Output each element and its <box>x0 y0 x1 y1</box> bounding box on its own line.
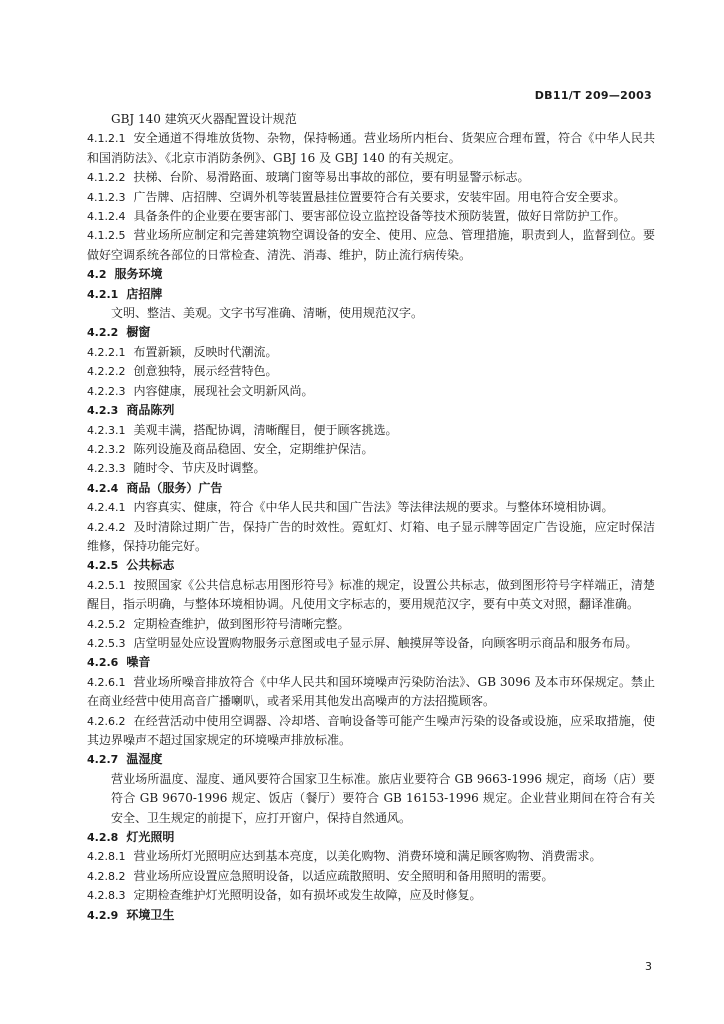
clause-item <box>87 576 655 615</box>
clause-item <box>87 459 655 478</box>
clause-text: 及时清除过期广告，保持广告的时效性。霓虹灯、灯箱、电子显示牌等固定广告设施，应定时保洁维修，保持功能完好。 <box>87 519 655 553</box>
clause-item <box>87 518 655 557</box>
clause-text: 扶梯、台阶、易滑路面、玻璃门窗等易出事故的部位，要有明显警示标志。 <box>133 170 530 185</box>
heading-number: 4.2 <box>87 268 107 282</box>
clause-text: 按照国家《公共信息标志用图形符号》标准的规定，设置公共标志，做到图形符号字样端正，清楚醒目，指示明确，与整体环境相协调。凡使用文字标志的，要用规范汉字，要有中英文对照，翻译准确。 <box>87 577 655 612</box>
heading-number: 4.2.4 <box>87 481 119 495</box>
clause-text: 营业场所噪音排放符合《中华人民共和国环境噪声污染防治法》、GB 3096 及本市环保规定。禁止在商业经营中使用高音广播喇叭，或者采用其他发出高噪声的方法招揽顾客。 <box>87 674 655 709</box>
clause-number: 4.2.5.2 <box>87 617 126 631</box>
heading-number: 4.2.5 <box>87 559 119 573</box>
clause-text: 店堂明显处应设置购物服务示意图或电子显示屏、触摸屏等设备，向顾客明示商品和服务布局。 <box>133 635 638 650</box>
heading-number: 4.2.1 <box>87 287 119 301</box>
clause-number: 4.1.2.2 <box>87 171 126 185</box>
reference-text: GBJ 140 建筑灭火器配置设计规范 <box>111 112 297 126</box>
clause-number: 4.2.4.1 <box>87 501 126 515</box>
clause-text: 定期检查维护，做到图形符号清晰完整。 <box>133 616 350 631</box>
clause-item <box>87 421 655 440</box>
clause-item <box>87 712 655 751</box>
document-code-header: DB11/T 209—2003 <box>534 89 652 102</box>
clause-item <box>87 129 655 168</box>
clause-item <box>87 867 655 886</box>
heading-title: 店招牌 <box>126 286 163 301</box>
clause-item <box>87 634 655 653</box>
heading-number: 4.2.9 <box>87 908 119 922</box>
subsection-heading <box>87 653 655 672</box>
clause-text: 创意独特，展示经营特色。 <box>133 364 278 379</box>
heading-title: 橱窗 <box>126 325 151 340</box>
heading-title: 商品陈列 <box>126 403 175 418</box>
heading-title: 服务环境 <box>114 267 163 282</box>
subsection-heading <box>87 479 655 498</box>
clause-number: 4.1.2.1 <box>87 132 126 146</box>
clause-number: 4.2.8.1 <box>87 850 126 864</box>
clause-text: 营业场所应制定和完善建筑物空调设备的安全、使用、应急、管理措施，职责到人，监督到位。要做好空调系统各部位的日常检查、清洗、消毒、维护，防止流行病传染。 <box>87 228 655 262</box>
clause-number: 4.2.5.1 <box>87 578 126 592</box>
page-number: 3 <box>645 960 652 973</box>
clause-text: 随时令、节庆及时调整。 <box>133 461 266 476</box>
body-paragraph <box>87 770 655 828</box>
paragraph-text: 文明、整洁、美观。文字书写准确、清晰，使用规范汉字。 <box>111 306 424 321</box>
clause-text: 营业场所灯光照明应达到基本亮度，以美化购物、消费环境和满足顾客购物、消费需求。 <box>133 849 602 864</box>
heading-number: 4.2.8 <box>87 831 119 845</box>
clause-text: 内容健康，展现社会文明新风尚。 <box>133 383 314 398</box>
clause-text: 定期检查维护灯光照明设备，如有损坏或发生故障，应及时修复。 <box>133 888 482 903</box>
clause-number: 4.1.2.3 <box>87 190 126 204</box>
subsection-heading <box>87 828 655 847</box>
clause-item <box>87 207 655 226</box>
heading-number: 4.2.6 <box>87 656 119 670</box>
clause-number: 4.2.3.2 <box>87 442 126 456</box>
clause-number: 4.2.3.1 <box>87 423 126 437</box>
subsection-heading <box>87 906 655 925</box>
body-paragraph <box>87 304 655 323</box>
section-heading <box>87 265 655 284</box>
heading-title: 温湿度 <box>126 752 163 767</box>
clause-number: 4.2.6.2 <box>87 714 126 728</box>
clause-item <box>87 343 655 362</box>
clause-text: 具备条件的企业要在要害部门、要害部位设立监控设备等技术预防装置，做好日常防护工作。 <box>133 209 626 224</box>
heading-title: 噪音 <box>126 655 151 670</box>
clause-number: 4.2.6.1 <box>87 675 126 689</box>
clause-number: 4.1.2.4 <box>87 210 126 224</box>
clause-number: 4.1.2.5 <box>87 229 126 243</box>
clause-item <box>87 673 655 712</box>
heading-number: 4.2.2 <box>87 326 119 340</box>
clause-item <box>87 615 655 634</box>
clause-text: 陈列设施及商品稳固、安全，定期维护保洁。 <box>133 441 374 456</box>
clause-number: 4.2.2.3 <box>87 384 126 398</box>
subsection-heading <box>87 401 655 420</box>
clause-number: 4.2.8.2 <box>87 869 126 883</box>
subsection-heading <box>87 750 655 769</box>
heading-number: 4.2.7 <box>87 753 119 767</box>
clause-text: 在经营活动中使用空调器、冷却塔、音响设备等可能产生噪声污染的设备或设施，应采取措施，使其边界噪声不超过国家规定的环境噪声排放标准。 <box>87 713 655 747</box>
clause-text: 营业场所应设置应急照明设备，以适应疏散照明、安全照明和备用照明的需要。 <box>133 868 554 883</box>
clause-item <box>87 382 655 401</box>
subsection-heading <box>87 285 655 304</box>
document-body <box>87 110 655 925</box>
clause-item <box>87 188 655 207</box>
clause-number: 4.2.3.3 <box>87 462 126 476</box>
heading-title: 商品（服务）广告 <box>126 480 223 495</box>
clause-number: 4.2.2.2 <box>87 365 126 379</box>
heading-title: 环境卫生 <box>126 907 175 922</box>
clause-text: 美观丰满，搭配协调，清晰醒目，便于顾客挑选。 <box>133 422 398 437</box>
clause-number: 4.2.8.3 <box>87 889 126 903</box>
clause-item <box>87 362 655 381</box>
clause-text: 广告牌、店招牌、空调外机等装置悬挂位置要符合有关要求，安装牢固。用电符合安全要求。 <box>133 189 626 204</box>
heading-title: 灯光照明 <box>126 830 175 845</box>
heading-title: 公共标志 <box>126 558 175 573</box>
paragraph-text: 营业场所温度、湿度、通风要符合国家卫生标准。旅店业要符合 GB 9663-1996 规定，商场（店）要符合 GB 9670-1996 规定、饭店（餐厅）要符合 GB 16153-1996 规定。企业营业期间在符合有关安全、卫生规定的前提下，应打开窗户，保持自然通风。 <box>111 771 655 825</box>
clause-number: 4.2.4.2 <box>87 520 126 534</box>
clause-item <box>87 440 655 459</box>
reference-standard-line <box>87 110 655 129</box>
clause-item <box>87 498 655 517</box>
heading-number: 4.2.3 <box>87 404 119 418</box>
clause-item <box>87 226 655 265</box>
subsection-heading <box>87 556 655 575</box>
subsection-heading <box>87 323 655 342</box>
clause-number: 4.2.5.3 <box>87 636 126 650</box>
clause-item <box>87 847 655 866</box>
clause-text: 安全通道不得堆放货物、杂物，保持畅通。营业场所内柜台、货架应合理布置，符合《中华人民共和国消防法》、《北京市消防条例》、GBJ 16 及 GBJ 140 的有关规定。 <box>87 131 655 165</box>
clause-item <box>87 168 655 187</box>
clause-text: 内容真实、健康，符合《中华人民共和国广告法》等法律法规的要求。与整体环境相协调。 <box>133 500 614 515</box>
clause-text: 布置新颖，反映时代潮流。 <box>133 344 278 359</box>
clause-number: 4.2.2.1 <box>87 345 126 359</box>
clause-item <box>87 886 655 905</box>
